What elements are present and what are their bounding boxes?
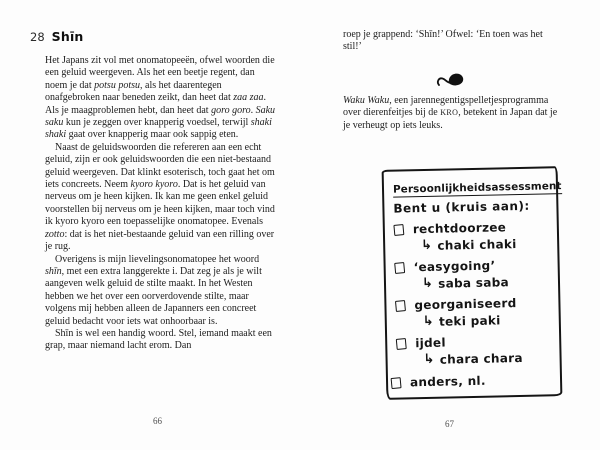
assessment-item: [395, 257, 551, 274]
paragraph: Waku Waku, een jarennegentigspelletjesprogramma over dierenfeitjes bij de KRO, betekent in Japan dat je je verheugt op iets leuks.: [343, 95, 558, 131]
checkbox-icon: [396, 338, 407, 350]
arrow-icon: ↳: [422, 313, 435, 330]
arrow-icon: ↳: [421, 237, 433, 254]
assessment-item-label: rechtdoorzee: [412, 220, 507, 237]
onomatopoeia-label: teki paki: [438, 312, 501, 329]
onomatopoeia-label: chara chara: [439, 350, 523, 367]
chapter-number: 28: [30, 30, 45, 44]
assessment-item-answer: [423, 311, 552, 329]
left-page-number: 66: [153, 416, 162, 426]
assessment-item-label: anders, nl.: [409, 373, 486, 390]
paragraph: Naast de geluidswoorden die refereren aan een echt geluid, zijn er ook geluidswoorden die een niet-bestaand geluid weergeven. Dat klinkt esoterisch, toch gaat het om iets concreets. Neem kyoro kyoro. Dat is het geluid van nerveus om je heen kijken. Ik kan me geen enkel geluid voorstellen bij nerveus om je heen kijken, maar toch vind ik kyoro kyoro een toepasselijke onomatopee. Evenals zotto: dat is het niet-bestaande geluid van een rilling over je rug.: [45, 141, 275, 253]
paragraph: roep je grappend: ‘Shīn!’ Ofwel: ‘En toen was het stil!’: [343, 29, 543, 53]
right-page-number: 67: [445, 419, 454, 429]
arrow-icon: ↳: [423, 351, 435, 368]
assessment-item-answer: [421, 235, 550, 253]
paragraph: Het Japans zit vol met onomatopeeën, ofwel woorden die een geluid weergeven. Als het een beetje regent, dan noem je dat potsu potsu, als het daarentegen onafgebroken naar beneden zeikt, dan heet dat zaa zaa. Als je maagproblemen hebt, dan heet dat goro goro. Saku saku kun je zeggen over knapperig voedsel, terwijl shaki shaki gaat over knapperig maar ook sappig eten.: [45, 55, 276, 141]
checkbox-icon: [394, 262, 405, 274]
assessment-item-label: ‘easygoing’: [413, 258, 496, 275]
assessment-item: [395, 295, 551, 312]
paragraph: Shīn is wel een handig woord. Stel, iemand maakt een grap, maar niemand lacht erom. Dan: [45, 327, 272, 352]
mouse-silhouette-icon: [436, 70, 466, 90]
assessment-box-subtitle: Bent u (kruis aan):: [393, 198, 530, 216]
onomatopoeia-label: chaki chaki: [437, 236, 517, 253]
assessment-item: [396, 333, 552, 350]
waku-waku-note: [343, 95, 559, 132]
assessment-item-answer: [423, 349, 552, 367]
chapter-header: [30, 26, 84, 45]
checkbox-icon: [391, 377, 402, 389]
right-page-body-text: [343, 29, 559, 54]
assessment-item-label: ijdel: [415, 335, 446, 351]
assessment-item: [394, 219, 550, 236]
assessment-box-title: Persoonlijkheidsassessment: [392, 180, 562, 196]
assessment-item-answer: [422, 273, 551, 291]
assessment-item-label: georganiseerd: [414, 296, 517, 313]
paragraph: Overigens is mijn lievelingsonomatopee het woord shīn, met een extra langgerekte i. Dat zeg je als je wilt aangeven welk geluid de stilte maakt. In het Westen hebben we het over een oorverdovende stilte, maar volgens mij hebben alleen de Japanners een concreet geluid bedacht voor iets wat onhoorbaar is.: [45, 253, 262, 327]
chapter-title: Shīn: [51, 29, 84, 44]
arrow-icon: ↳: [421, 275, 434, 292]
personality-assessment-box: [382, 166, 563, 400]
left-page-body-text: [45, 55, 276, 353]
checkbox-icon: [393, 224, 404, 236]
checkbox-icon: [395, 300, 406, 312]
onomatopoeia-label: saba saba: [438, 274, 510, 291]
section-break-ornament: [343, 70, 559, 90]
assessment-item: [391, 372, 553, 389]
